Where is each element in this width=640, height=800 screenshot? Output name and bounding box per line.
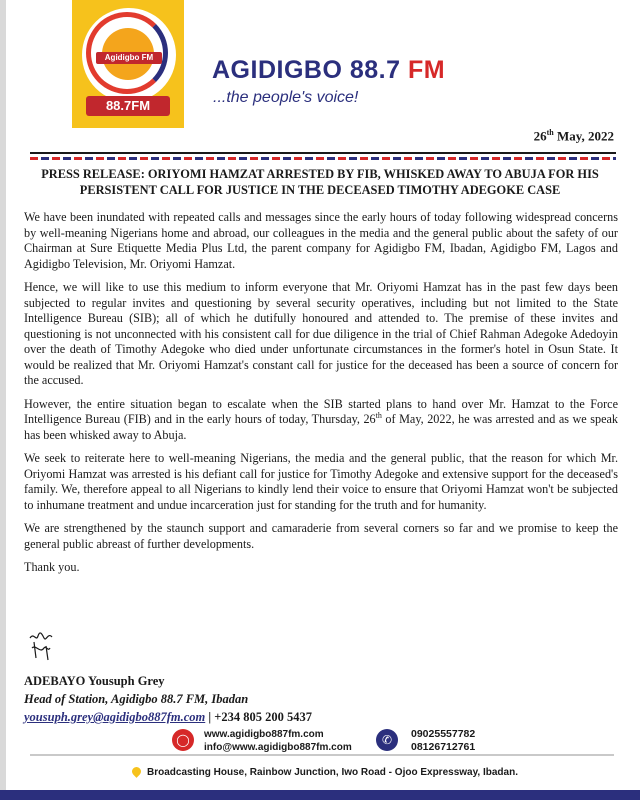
brand-name [212, 56, 445, 85]
press-release-headline: PRESS RELEASE: ORIYOMI HAMZAT ARRESTED BY FIB, WHISKED AWAY TO ABUJA FOR HIS PERSISTENT CALL FOR JUSTICE IN THE DECEASED TIMOTHY ADEGOKE CASE [41, 167, 599, 197]
web-contacts [204, 728, 352, 754]
logo-frequency: 88.7FM [86, 96, 170, 116]
handwritten-signature [26, 628, 70, 666]
phone-number-1: 09025557782 [411, 728, 476, 740]
signatory-title: Head of Station, Agidigbo 88.7 FM, Ibadan [24, 692, 249, 706]
footer-bar [0, 790, 640, 800]
station-logo [72, 0, 184, 128]
brand-name-main: AGIDIGBO 88.7 [212, 56, 401, 84]
signatory-email-link[interactable]: yousuph.grey@agidigbo887fm.com [24, 710, 206, 724]
location-pin-icon [130, 765, 143, 778]
info-email-link[interactable]: info@www.agidigbo887fm.com [204, 742, 352, 753]
signatory-contact [24, 710, 312, 725]
phone-contacts [411, 728, 475, 754]
p3-ordinal: th [375, 410, 382, 420]
website-link[interactable]: www.agidigbo887fm.com [204, 729, 324, 740]
signatory-name: ADEBAYO Yousuph Grey [24, 674, 165, 688]
header-rule [30, 152, 616, 154]
phone-number-2: 08126712761 [411, 741, 476, 753]
footer-rule [30, 754, 614, 756]
body-paragraph: We have been inundated with repeated calls and messages since the early hours of today following widespread concerns by well-meaning Nigerians home and abroad, our colleagues in the media and the general public about the safety of our Chairman at Sure Etiquette Media Plus Ltd, the parent company for Agidigbo FM, Ibadan, Agidigbo FM, Lagos and Agidigbo Television, Mr. Oriyomi Hamzat. [24, 210, 618, 271]
closing-line: Thank you. [24, 560, 80, 574]
signatory-phone: | +234 805 200 5437 [205, 710, 312, 724]
date-day: 26 [533, 128, 547, 144]
release-date [534, 128, 614, 144]
address-text: Broadcasting House, Rainbow Junction, Iwo Road - Ojoo Expressway, Ibadan. [147, 767, 518, 778]
brand-tagline: ...the people's voice! [213, 89, 359, 106]
page-edge [0, 0, 6, 800]
brand-name-suffix: FM [407, 56, 446, 84]
body-paragraph: Hence, we will like to use this medium to inform everyone that Mr. Oriyomi Hamzat has in the past few days been subjected to regular invites and questioning by several security operatives, including but not limited to the State Intelligence Bureau (SIB); all of which he dutifully honoured and attended to. The premise of these invites and questioning is not unconnected with his consistent call for due diligence in the trial of Chief Rahman Adegoke Adedoyin over the death of Timothy Adegoke who died under unfortunate circumstances in the former's hotel in Osun State. It would be realized that Mr. Oriyomi Hamzat's constant call for justice for the deceased has been a source of concern for the accused. [24, 280, 618, 387]
press-release-body [24, 210, 618, 584]
p3-before: However, the entire situation began to escalate when the SIB started plans to hand over Mr. Hamzat to the Force Intelligence Bureau (FIB) and in the early hours of today, Thursday, 26 [24, 396, 618, 426]
body-paragraph [24, 397, 618, 444]
p3-after: of May, 2022, he was arrested and as we speak has been whisked away to Abuja. [24, 412, 618, 442]
logo-wordmark: Agidigbo FM [96, 52, 162, 64]
header-dash-rule [30, 157, 616, 160]
body-paragraph: We are strengthened by the staunch support and camaraderie from several corners so far and we promise to keep the general public abreast of further developments. [24, 521, 618, 551]
globe-icon: ◯ [172, 729, 194, 751]
date-ordinal: th [546, 128, 554, 137]
station-address [132, 767, 518, 778]
phone-icon: ✆ [376, 729, 398, 751]
date-rest: May, 2022 [553, 128, 614, 144]
body-paragraph: We seek to reiterate here to well-meaning Nigerians, the media and the general public, that the reason for which Mr. Oriyomi Hamzat was arrested is his defiant call for justice for Timothy Adegoke and extensive support for the deceased's family. We, therefore appeal to all Nigerians to kindly lend their voice to ensure that Oriyomi Hamzat won't be subjected to inhumane treatment and undue incarceration just for standing for the truth and for humanity. [24, 451, 618, 512]
